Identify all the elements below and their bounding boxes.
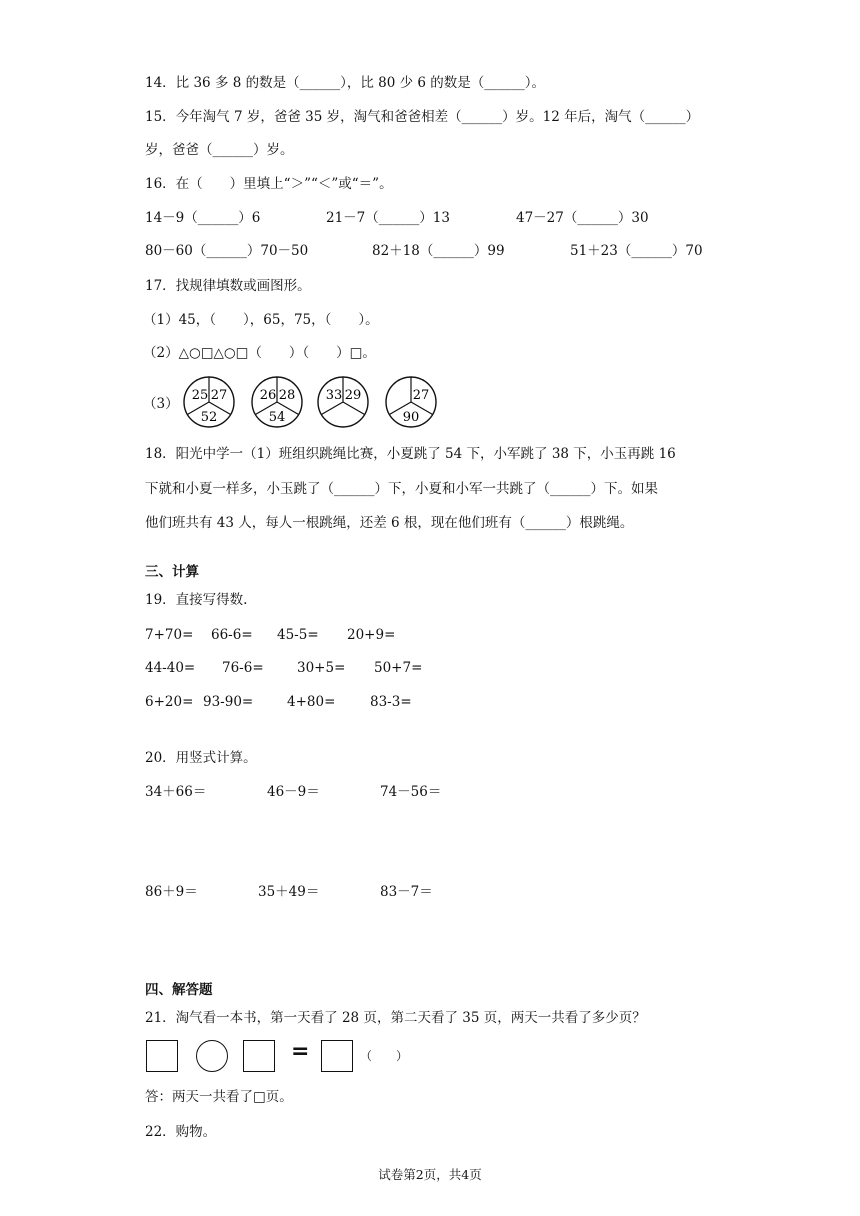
circle-diagram [386,377,436,427]
q19-item: 6+20= [145,694,194,710]
q18-line2: 下就和小夏一样多，小玉跳了（______）下，小夏和小军一共跳了（______）下。如果 [145,481,658,497]
q19-item: 76-6= [222,660,264,676]
q16-item: 82＋18（______）99 [372,243,505,259]
q21-answer: 答：两天一共看了□页。 [145,1089,293,1105]
q17-part3-label: （3） [143,396,179,412]
q21-text: 21．淘气看一本书，第一天看了 28 页，第二天看了 35 页，两天一共看了多少页？ [145,1010,646,1026]
q18-line3: 他们班共有 43 人，每人一根跳绳，还差 6 根，现在他们班有（______）根跳绳。 [145,515,634,531]
q16-item: 14－9（______）6 [145,210,261,226]
q19-item: 4+80= [287,694,336,710]
q18-line1: 18．阳光中学一（1）班组织跳绳比赛，小夏跳了 54 下，小军跳了 38 下，小玉再跳 16 [145,446,676,462]
q15-line1: 15．今年淘气 7 岁，爸爸 35 岁，淘气和爸爸相差（______）岁。12 年后，淘气（______） [145,109,700,125]
circle-number: 27 [210,388,228,403]
q17-part1: （1）45，（ ），65，75，（ ）。 [143,312,379,328]
answer-box[interactable] [146,1040,178,1072]
q19-title: 19．直接写得数. [145,592,248,608]
q20-item: 86＋9＝ [145,884,198,900]
circle-number: 28 [278,388,296,403]
circle-number: 26 [259,388,277,403]
q22-title: 22．购物。 [145,1124,217,1140]
section-title-calc: 三、计算 [145,564,199,580]
q20-item: 34＋66＝ [145,784,207,800]
q15-line2: 岁，爸爸（______）岁。 [145,142,294,158]
unit-blank[interactable]: （ ） [360,1049,409,1063]
circle-number: 33 [325,388,343,403]
q14: 14．比 36 多 8 的数是（______），比 80 少 6 的数是（______）。 [145,75,546,91]
circle-diagram [252,377,302,427]
circle-number: 52 [200,410,218,425]
q16-title: 16．在（ ）里填上“＞”“＜”或“＝”。 [145,176,393,192]
q20-item: 83－7＝ [380,884,433,900]
q19-item: 30+5= [297,660,346,676]
q20-item: 35＋49＝ [258,884,320,900]
circle-diagram [318,377,368,427]
answer-box[interactable] [243,1040,275,1072]
answer-box[interactable] [321,1040,353,1072]
q20-title: 20．用竖式计算。 [145,750,257,766]
q19-item: 50+7= [374,660,423,676]
q17-part2: （2）△○□△○□（ ）（ ）□。 [143,345,376,361]
q19-item: 93-90= [203,694,254,710]
operator-circle[interactable] [196,1040,228,1072]
q19-item: 44-40= [145,660,196,676]
circle-diagram [184,377,234,427]
q17-circle-diagrams [180,374,440,430]
q19-item: 45-5= [277,627,319,643]
q19-item: 7+70= [145,627,194,643]
circle-number: 25 [191,388,209,403]
q19-item: 20+9= [347,627,396,643]
equals-sign: = [291,1039,310,1064]
circle-number: 27 [412,388,430,403]
section-title-word-problems: 四、解答题 [145,982,213,998]
q16-item: 51＋23（______）70 [570,243,703,259]
circle-number: 29 [344,388,362,403]
q19-item: 83-3= [370,694,412,710]
q20-item: 46－9＝ [267,784,320,800]
q17-title: 17．找规律填数或画图形。 [145,278,311,294]
q19-item: 66-6= [211,627,253,643]
q16-item: 21－7（______）13 [326,210,450,226]
q16-item: 47－27（______）30 [516,210,649,226]
page-footer: 试卷第2页，共4页 [378,1167,482,1182]
circle-number: 90 [402,410,420,425]
circle-number: 54 [268,410,286,425]
q16-item: 80－60（______）70－50 [145,243,309,259]
q20-item: 74－56＝ [380,784,442,800]
